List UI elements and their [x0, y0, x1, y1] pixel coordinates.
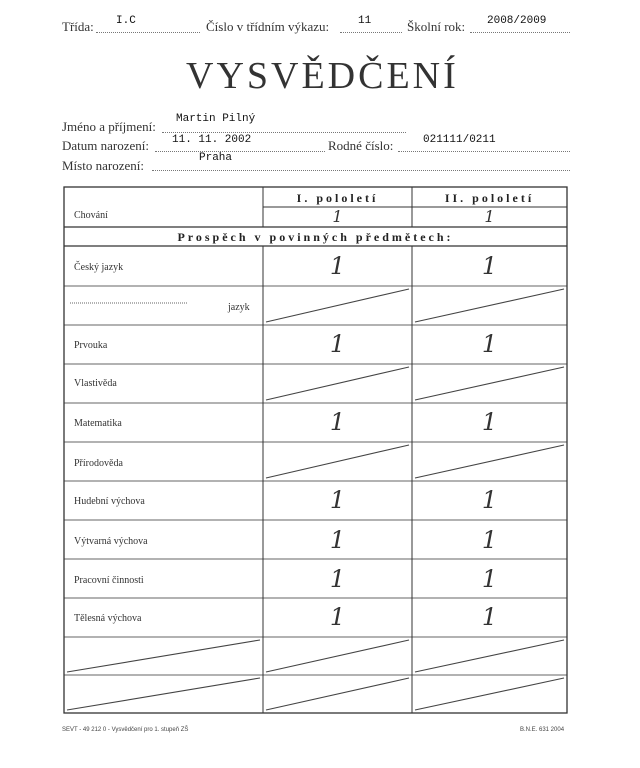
strike-empty1-0 — [67, 640, 260, 672]
strike-prirodoveda-1 — [266, 445, 409, 478]
grade-1: 1 — [329, 252, 346, 280]
chovani-grade-1: 1 — [332, 207, 343, 226]
section-header: Prospěch v povinných předmětech: — [177, 230, 454, 244]
col-header-2: II. pololetí — [444, 191, 535, 205]
strike-empty1-2 — [415, 640, 564, 672]
subject-label: Pracovní činnosti — [74, 575, 144, 586]
rodne-value: 021111/0211 — [423, 134, 496, 146]
rok-value: 2008/2009 — [487, 15, 547, 27]
rodne-label: Rodné číslo: — [328, 138, 394, 153]
strike-vlastiveda-2 — [415, 367, 564, 400]
strike-jazyk-2 — [415, 289, 564, 322]
strike-empty1-1 — [266, 640, 409, 672]
strike-empty2-0 — [67, 678, 260, 710]
grade-2: 1 — [481, 330, 498, 358]
misto-label: Místo narození: — [62, 158, 144, 173]
subject-label: Tělesná výchova — [74, 613, 142, 624]
trida-label: Třída: — [62, 19, 94, 34]
jmeno-label: Jméno a příjmení: — [62, 119, 156, 134]
subject-label: Výtvarná výchova — [74, 536, 148, 547]
misto-value: Praha — [199, 152, 233, 164]
subject-label: Prvouka — [74, 340, 108, 351]
subject-label: Přírodověda — [74, 458, 123, 469]
strike-empty2-2 — [415, 678, 564, 710]
grade-1: 1 — [329, 526, 346, 554]
chovani-grade-2: 1 — [484, 207, 495, 226]
footer-left: SEVT - 49 212 0 - Vysvědčení pro 1. stupeň ZŠ — [62, 727, 189, 733]
cislo-label: Číslo v třídním výkazu: — [206, 19, 330, 34]
col-header-1: I. pololetí — [296, 191, 379, 205]
subject-label: jazyk — [228, 302, 250, 313]
grade-2: 1 — [481, 565, 498, 593]
datum-value: 11. 11. 2002 — [172, 134, 252, 146]
grade-1: 1 — [329, 565, 346, 593]
grade-1: 1 — [329, 603, 346, 631]
subject-label: Vlastivěda — [74, 378, 117, 389]
grade-2: 1 — [481, 526, 498, 554]
strike-jazyk-1 — [266, 289, 409, 322]
grade-1: 1 — [329, 486, 346, 514]
grade-1: 1 — [329, 330, 346, 358]
datum-label: Datum narození: — [62, 138, 149, 153]
grade-1: 1 — [329, 408, 346, 436]
footer-right: B.N.E. 631 2004 — [520, 727, 565, 733]
strike-vlastiveda-1 — [266, 367, 409, 400]
subject-label: Český jazyk — [74, 262, 124, 273]
subject-label: Matematika — [74, 418, 122, 429]
grade-2: 1 — [481, 408, 498, 436]
grade-2: 1 — [481, 252, 498, 280]
jmeno-value: Martin Pilný — [176, 113, 256, 125]
rok-label: Školní rok: — [407, 19, 466, 34]
chovani-label: Chování — [74, 210, 108, 221]
grade-2: 1 — [481, 603, 498, 631]
cislo-value: 11 — [358, 15, 372, 27]
subject-label: Hudební výchova — [74, 496, 145, 507]
trida-value: I.C — [116, 15, 136, 27]
page-title: VYSVĚDČENÍ — [186, 55, 459, 97]
grade-2: 1 — [481, 486, 498, 514]
strike-prirodoveda-2 — [415, 445, 564, 478]
strike-empty2-1 — [266, 678, 409, 710]
